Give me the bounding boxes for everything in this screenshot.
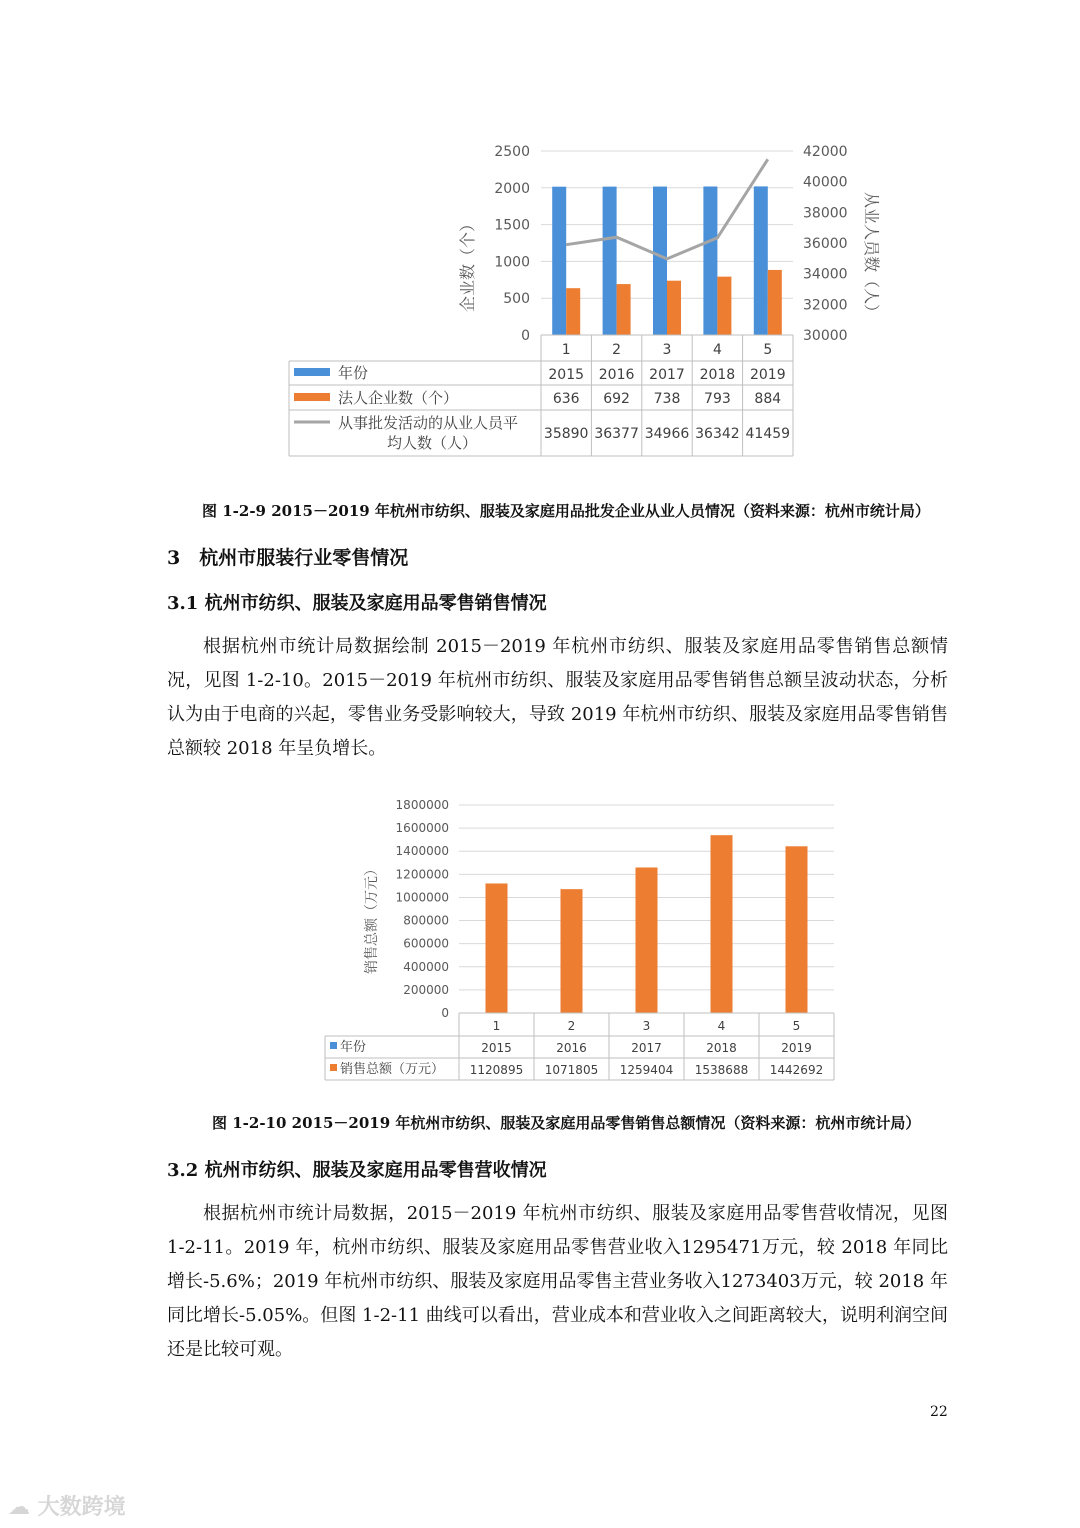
legend-label-employees-2: 均人数（人） (386, 434, 478, 452)
axis-title-char: ） (458, 215, 477, 232)
bar-sales-total (561, 889, 583, 1013)
table-cell: 1120895 (469, 1063, 524, 1077)
legend-label-employees-1: 从事批发活动的从业人员平 (338, 414, 519, 432)
table-cell: 1259404 (619, 1063, 674, 1077)
bar-enterprise-count (617, 284, 631, 335)
axis-title-char: 售 (364, 946, 380, 960)
section-3-2-heading: 3.2 杭州市纺织、服装及家庭用品零售营收情况 (167, 1160, 547, 1181)
table-cell: 35890 (543, 426, 589, 442)
y-tick-label: 600000 (403, 936, 449, 951)
axis-title-char: ） (364, 862, 380, 876)
section-3-1-heading: 3.1 杭州市纺织、服装及家庭用品零售销售情况 (167, 593, 547, 614)
table-cell: 2017 (649, 367, 685, 383)
figure-2-caption: 图 1-2-10 2015－2019 年杭州市纺织、服装及家庭用品零售销售总额情况（资料来源：杭州市统计局） (212, 1114, 921, 1132)
table-cell: 1442692 (769, 1063, 824, 1077)
watermark-text: 大数跨境 (37, 1495, 126, 1520)
axis-title-char: 员 (862, 240, 881, 257)
section-3-1-paragraph: 根据杭州市统计局数据绘制 2015－2019 年杭州市纺织、服装及家庭用品零售销售总额情况，见图 1-2-10。2015－2019 年杭州市纺织、服装及家庭用品零售销售总额呈波动状态，分析认为由于电商的兴起，零售业务受影响较大，导致 2019 年杭州市纺织、服装及家庭用品零售销售总额较 2018 年呈负增长。 (167, 636, 948, 759)
table-cell: 2016 (556, 1041, 587, 1055)
left-tick-label: 500 (503, 291, 530, 308)
bar-enterprise-count (717, 277, 731, 335)
bar-year (653, 187, 667, 335)
y-axis-title (363, 862, 380, 974)
y-tick-label: 1800000 (395, 798, 449, 812)
category-label: 3 (662, 342, 672, 358)
table-cell: 2018 (706, 1041, 737, 1055)
axis-title-char: 数 (862, 256, 881, 273)
axis-title-char: 总 (364, 932, 380, 946)
table-cell: 692 (603, 391, 630, 407)
left-tick-label: 1500 (494, 217, 530, 234)
table-cell: 1538688 (694, 1063, 749, 1077)
bar-enterprise-count (667, 281, 681, 335)
axis-title-char: 人 (862, 288, 881, 305)
legend-key-year (330, 1042, 337, 1049)
y-tick-label: 1200000 (395, 867, 449, 882)
y-tick-label: 800000 (403, 913, 449, 928)
axis-title-char: ） (862, 304, 881, 321)
figure-1 (0, 0, 1080, 470)
bar-sales-total (486, 883, 508, 1013)
y-tick-label: 0 (441, 1006, 449, 1020)
bar-enterprise-count (768, 270, 782, 335)
table-cell: 41459 (745, 426, 791, 442)
legend-key-enterprise (294, 393, 330, 401)
bar-year (703, 186, 717, 335)
table-cell: 36377 (594, 426, 639, 442)
axis-title-char: （ (862, 272, 881, 289)
legend-key-sales (330, 1064, 337, 1071)
right-tick-label: 42000 (803, 144, 848, 160)
y-tick-label: 200000 (403, 982, 449, 997)
legend-label-year: 年份 (338, 364, 369, 382)
legend-label-year: 年份 (340, 1040, 367, 1055)
table-cell: 2016 (598, 367, 635, 383)
table-cell: 34966 (644, 426, 690, 442)
right-tick-label: 38000 (803, 205, 848, 222)
section-3-heading: 3 杭州市服装行业零售情况 (167, 547, 409, 569)
watermark-logo: ☁ 大数跨境 (8, 1495, 126, 1520)
axis-title-char: 元 (364, 876, 380, 890)
table-cell: 793 (704, 391, 731, 407)
table-cell: 2019 (781, 1041, 812, 1055)
axis-title-char: 个 (458, 231, 477, 248)
figure-1-caption: 图 1-2-9 2015－2019 年杭州市纺织、服装及家庭用品批发企业从业人员情况（资料来源：杭州市统计局） (202, 502, 930, 520)
category-label: 3 (642, 1019, 651, 1033)
table-cell: 36342 (695, 426, 740, 442)
axis-title-char: 业 (458, 279, 477, 296)
legend-label-sales: 销售总额（万元） (340, 1062, 445, 1077)
axis-title-char: 数 (458, 263, 477, 280)
category-label: 2 (612, 342, 622, 358)
bar-year (552, 187, 566, 335)
table-cell: 884 (754, 391, 782, 407)
figure-2 (0, 780, 1080, 1090)
axis-title-char: 额 (364, 918, 380, 932)
axis-title-char: 人 (862, 224, 881, 241)
section-3-2-paragraph: 根据杭州市统计局数据，2015－2019 年杭州市纺织、服装及家庭用品零售营收情况，见图 1-2-11。2019 年，杭州市纺织、服装及家庭用品零售营业收入1295471万元，较 2018 年同比增长-5.6%；2019 年杭州市纺织、服装及家庭用品零售主营业务收入1273403万元，较 2018 年同比增长-5.05%。但图 1-2-11 曲线可以看出，营业成本和营业收入之间距离较大，说明利润空间还是比较可观。 (167, 1203, 948, 1360)
bar-year (603, 187, 617, 335)
right-tick-label: 30000 (803, 328, 848, 344)
right-tick-label: 36000 (803, 236, 848, 252)
bar-sales-total (786, 846, 808, 1013)
chart-2-svg (0, 780, 1080, 1090)
chart-1-svg (0, 0, 1080, 470)
table-cell: 2015 (481, 1041, 512, 1055)
left-axis-title (458, 216, 477, 312)
bar-sales-total (711, 835, 733, 1013)
axis-title-char: 销 (364, 960, 380, 974)
axis-title-char: 业 (862, 208, 881, 225)
category-label: 4 (717, 1019, 726, 1033)
right-tick-label: 32000 (803, 297, 848, 314)
left-tick-label: 1000 (494, 254, 530, 271)
y-tick-label: 1600000 (395, 821, 449, 836)
left-tick-label: 2500 (494, 144, 530, 160)
category-label: 2 (567, 1019, 576, 1033)
axis-title-char: 企 (458, 295, 477, 312)
axis-title-char: （ (458, 247, 477, 264)
right-tick-label: 34000 (803, 266, 848, 283)
left-tick-label: 2000 (494, 180, 530, 197)
table-cell: 1071805 (544, 1063, 599, 1077)
left-tick-label: 0 (521, 328, 530, 344)
category-label: 1 (492, 1019, 501, 1033)
y-tick-label: 1400000 (395, 844, 449, 859)
table-cell: 2015 (548, 367, 585, 383)
category-label: 4 (712, 342, 722, 358)
bar-sales-total (636, 867, 658, 1013)
axis-title-char: 万 (364, 890, 380, 904)
category-label: 5 (792, 1019, 801, 1033)
legend-key-year (294, 368, 330, 376)
y-tick-label: 1000000 (395, 890, 449, 905)
category-label: 5 (763, 342, 773, 358)
bar-enterprise-count (566, 288, 580, 335)
bar-year (754, 186, 768, 335)
category-label: 1 (561, 342, 571, 358)
table-cell: 636 (552, 391, 580, 407)
y-tick-label: 400000 (403, 959, 449, 974)
page-number: 22 (930, 1404, 948, 1420)
axis-title-char: 从 (862, 192, 881, 209)
legend-label-enterprise: 法人企业数（个） (338, 389, 459, 407)
axis-title-char: （ (364, 904, 380, 918)
table-cell: 2017 (631, 1041, 662, 1055)
right-tick-label: 40000 (803, 174, 848, 191)
right-axis-title (862, 192, 881, 320)
table-cell: 2019 (749, 367, 786, 383)
table-cell: 2018 (699, 367, 736, 383)
table-cell: 738 (653, 391, 681, 407)
